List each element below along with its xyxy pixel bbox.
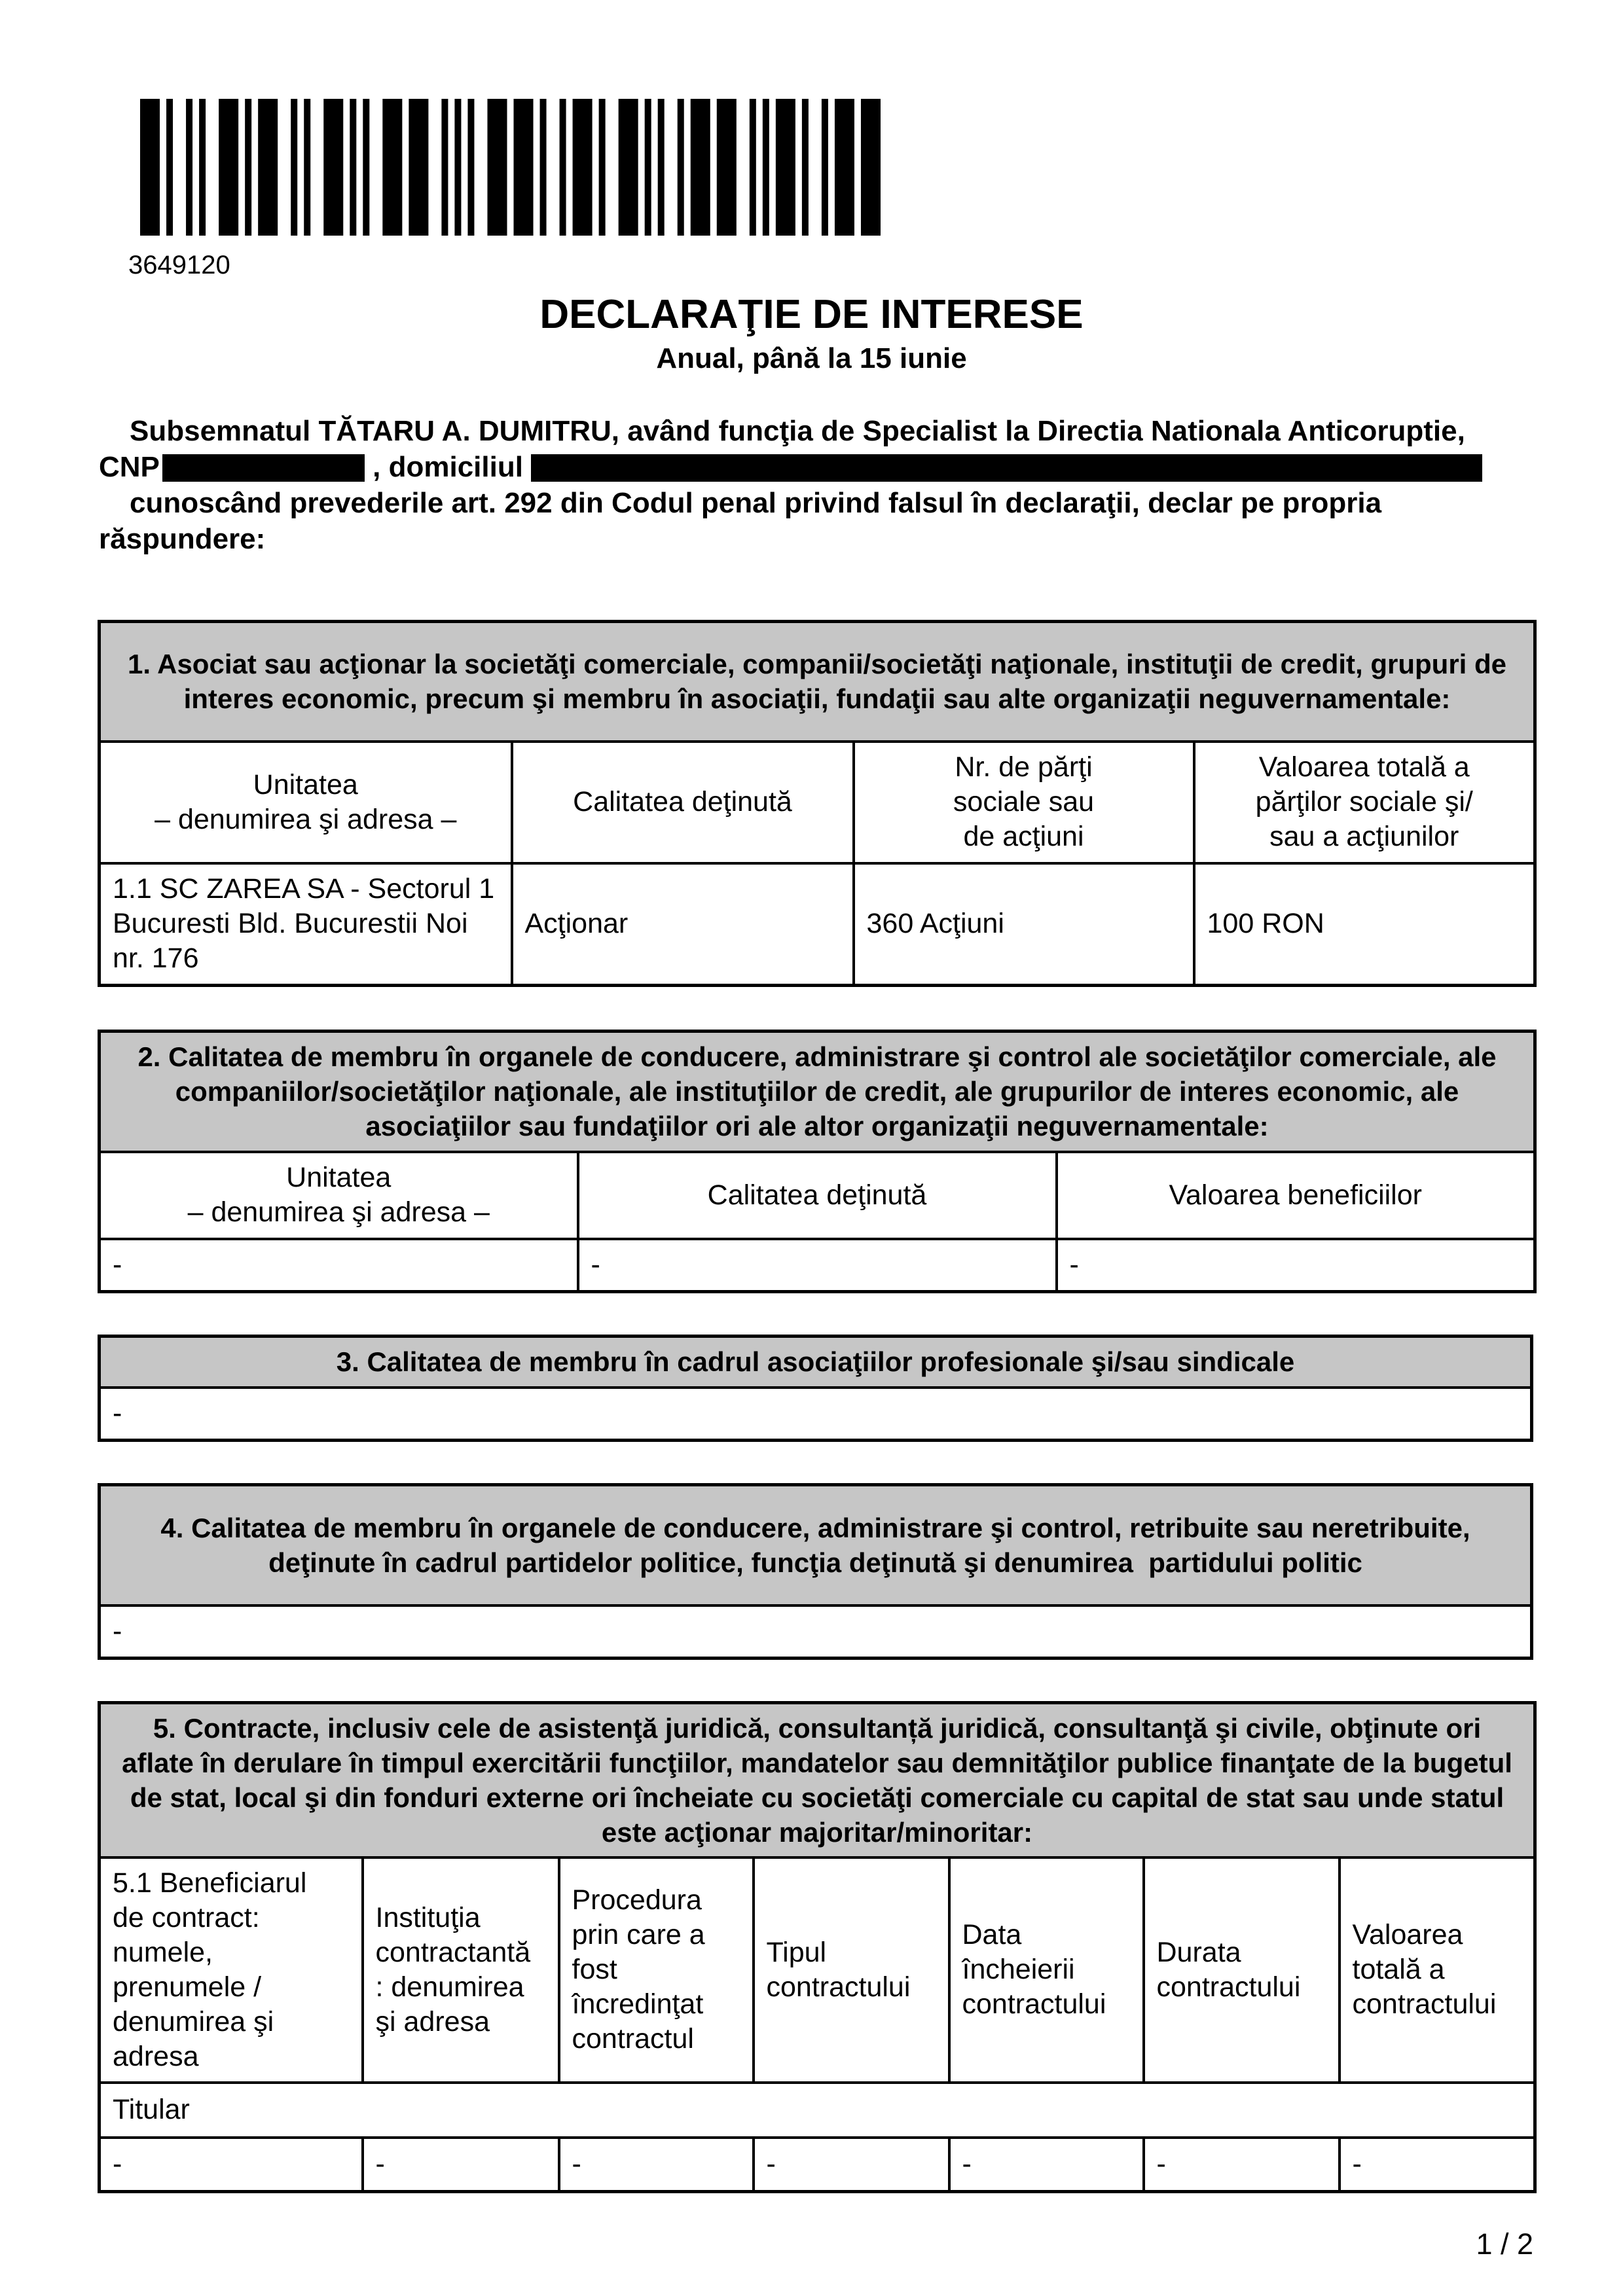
column-header-line: Unitatea <box>286 1162 392 1193</box>
column-header-contract-type <box>754 1857 949 2083</box>
declarant-statement <box>99 413 1522 557</box>
section-5-heading: 5. Contracte, inclusiv cele de asistenţă juridică, consultanță juridică, consultanţă şi civile, obţinute ori aflate în derulare în timpul exercitării funcţiilor, mandatelor sau demnităţilor publice finanţate de la bugetul de stat, local şi din fonduri externe ori încheiate cu societăţi comerciale cu capital de stat sau unde statul este acţionar majoritar/minoritar: <box>100 1703 1535 1857</box>
column-header-contracting-institution <box>363 1857 559 2083</box>
section-3-table <box>98 1335 1533 1442</box>
barcode-bar <box>861 99 881 236</box>
redacted-cnp <box>162 454 365 482</box>
barcode-bar <box>658 99 665 236</box>
cell-contract-value: - <box>1340 2138 1535 2192</box>
barcode-bar <box>467 99 474 236</box>
column-header-line: Valoarea beneficiilor <box>1169 1179 1422 1211</box>
barcode-bar <box>186 99 192 236</box>
section-1-heading: 1. Asociat sau acţionar la societăţi comerciale, companii/societăţi naţionale, instituţii de credit, grupuri de interes economic, precum şi membru în asociaţii, fundaţii sau alte organizaţii neguvernamentale: <box>100 622 1535 742</box>
cell-contract-duration: - <box>1144 2138 1340 2192</box>
barcode-bar <box>540 99 547 236</box>
cell-unit: 1.1 SC ZAREA SA - Sectorul 1 Bucuresti Bld. Bucurestii Noi nr. 176 <box>100 863 512 986</box>
column-header-line: Instituţia <box>375 1901 481 1933</box>
column-header-line: părţilor sociale şi/ <box>1255 786 1473 817</box>
barcode-bar <box>678 99 684 236</box>
table-row <box>100 863 1535 986</box>
cell-procedure: - <box>559 2138 754 2192</box>
column-header-beneficiary <box>100 1857 363 2083</box>
barcode-bar <box>835 99 854 236</box>
column-header-line: – denumirea şi adresa – <box>155 803 457 835</box>
barcode-number: 3649120 <box>128 251 230 279</box>
section-4-table <box>98 1483 1533 1660</box>
cell-contract-date: - <box>949 2138 1144 2192</box>
column-header-line: încredinţat <box>572 1988 704 2020</box>
column-header-role <box>512 742 854 863</box>
barcode-bar <box>409 99 428 236</box>
barcode <box>140 99 881 236</box>
column-header-line: contractului <box>1156 1971 1301 2003</box>
column-header-procedure <box>559 1857 754 2083</box>
column-header-line: denumirea şi <box>113 2005 274 2037</box>
cell-role: - <box>578 1239 1057 1292</box>
cell-value: - <box>100 1605 1532 1659</box>
section-1-column-headers <box>100 742 1535 863</box>
barcode-bar <box>619 99 638 236</box>
cell-total-value: 100 RON <box>1194 863 1535 986</box>
column-header-unit <box>100 742 512 863</box>
column-header-line: de contract: <box>113 1901 260 1933</box>
cell-unit: - <box>100 1239 578 1292</box>
column-header-line: 5.1 Beneficiarul <box>113 1867 307 1899</box>
barcode-bar <box>645 99 651 236</box>
barcode-bar <box>599 99 606 236</box>
section-3-heading-row <box>100 1336 1532 1388</box>
redacted-domiciliu <box>531 454 1482 482</box>
barcode-bar <box>802 99 809 236</box>
barcode-bar <box>750 99 756 236</box>
column-header-line: Calitatea deţinută <box>707 1179 927 1211</box>
barcode-bar <box>291 99 297 236</box>
barcode-bar <box>363 99 369 236</box>
section-1-table <box>98 620 1537 987</box>
barcode-bar <box>166 99 173 236</box>
barcode-bar <box>219 99 238 236</box>
group-row <box>100 2083 1535 2138</box>
cell-contracting-institution: - <box>363 2138 559 2192</box>
cell-role: Acţionar <box>512 863 854 986</box>
column-header-line: contractul <box>572 2023 694 2054</box>
barcode-bar <box>560 99 566 236</box>
barcode-bar <box>441 99 448 236</box>
column-header-line: sociale sau <box>953 786 1095 817</box>
barcode-bar <box>304 99 310 236</box>
cell-contract-type: - <box>754 2138 949 2192</box>
column-header-unit <box>100 1152 578 1239</box>
barcode-bar <box>717 99 737 236</box>
document-subtitle: Anual, până la 15 iunie <box>656 342 967 374</box>
section-2-heading: 2. Calitatea de membru în organele de conducere, administrare şi control ale societăţilor comerciale, ale companiilor/societăţilor naţionale, ale instituţiilor de credit, ale grupurilor de interes economic, ale asociaţiilor sau fundaţiilor ori ale altor organizaţii neguvernamentale: <box>100 1031 1535 1152</box>
section-1-heading-row <box>100 622 1535 742</box>
barcode-bar <box>487 99 507 236</box>
column-header-line: totală a <box>1352 1954 1445 1985</box>
column-header-line: contractantă <box>375 1936 531 1968</box>
cell-benefits-value: - <box>1057 1239 1535 1292</box>
column-header-line: numele, <box>113 1936 213 1968</box>
column-header-benefits-value <box>1057 1152 1535 1239</box>
column-header-line: Nr. de părţi <box>955 751 1093 783</box>
declaration-statement: cunoscând prevederile art. 292 din Codul penal privind falsul în declaraţii, declar pe propria răspundere: <box>99 487 1382 555</box>
section-2-column-headers <box>100 1152 1535 1239</box>
column-header-line: Unitatea <box>253 768 358 800</box>
barcode-bar <box>258 99 278 236</box>
column-header-line: Calitatea deţinută <box>573 786 792 817</box>
barcode-bar <box>822 99 828 236</box>
section-5-table <box>98 1701 1537 2193</box>
barcode-bar <box>573 99 593 236</box>
column-header-line: contractului <box>766 1971 911 2003</box>
barcode-bar <box>691 99 710 236</box>
table-row <box>100 1605 1532 1659</box>
column-header-role <box>578 1152 1057 1239</box>
column-header-line: încheierii <box>962 1954 1075 1985</box>
section-4-heading: 4. Calitatea de membru în organele de conducere, administrare şi control, retribuite sau neretribuite, deţinute în cadrul partidelor politice, funcţia deţinută şi denumirea partidului politic <box>100 1485 1532 1605</box>
cell-value: - <box>100 1388 1532 1441</box>
document-title: DECLARAŢIE DE INTERESE <box>539 292 1084 337</box>
barcode-bar <box>323 99 343 236</box>
cell-shares-count: 360 Acţiuni <box>854 863 1194 986</box>
column-header-line: sau a acţiunilor <box>1269 821 1459 852</box>
column-header-line: Durata <box>1156 1936 1241 1968</box>
table-row <box>100 2138 1535 2192</box>
barcode-bar <box>140 99 160 236</box>
column-header-line: Tipul <box>766 1936 827 1968</box>
column-header-line: fost <box>572 1954 617 1985</box>
column-header-shares-count <box>854 742 1194 863</box>
section-2-table <box>98 1030 1537 1293</box>
barcode-bar <box>514 99 534 236</box>
cnp-label: CNP <box>99 451 160 483</box>
column-header-line: adresa <box>113 2040 199 2072</box>
table-row <box>100 1239 1535 1292</box>
section-4-heading-row <box>100 1485 1532 1605</box>
column-header-line: şi adresa <box>375 2005 490 2037</box>
column-header-line: Valoarea totală a <box>1258 751 1470 783</box>
column-header-line: prenumele / <box>113 1971 262 2003</box>
identity-line <box>99 449 1522 485</box>
group-label-titular: Titular <box>100 2083 1535 2138</box>
section-2-heading-row <box>100 1031 1535 1152</box>
page-number: 1 / 2 <box>1476 2227 1533 2261</box>
column-header-line: contractului <box>1352 1988 1497 2020</box>
column-header-line: : denumirea <box>375 1971 524 2003</box>
column-header-line: de acţiuni <box>963 821 1084 852</box>
column-header-line: Procedura <box>572 1884 702 1916</box>
column-header-line: – denumirea şi adresa – <box>187 1196 490 1228</box>
barcode-bar <box>454 99 461 236</box>
column-header-contract-value <box>1340 1857 1535 2083</box>
barcode-bar <box>199 99 206 236</box>
declarant-identity: Subsemnatul TĂTARU A. DUMITRU, având funcţia de Specialist la Directia Nationala Anticoruptie, <box>130 415 1465 447</box>
barcode-bar <box>763 99 769 236</box>
column-header-line: contractului <box>962 1988 1106 2020</box>
cell-beneficiary: - <box>100 2138 363 2192</box>
column-header-contract-duration <box>1144 1857 1340 2083</box>
section-5-heading-row <box>100 1703 1535 1857</box>
domiciliu-label: , domiciliul <box>373 451 523 483</box>
column-header-line: Data <box>962 1919 1022 1950</box>
column-header-total-value <box>1194 742 1535 863</box>
barcode-bar <box>776 99 795 236</box>
barcode-bar <box>350 99 356 236</box>
barcode-bar <box>245 99 251 236</box>
column-header-contract-date <box>949 1857 1144 2083</box>
table-row <box>100 1388 1532 1441</box>
column-header-line: Valoarea <box>1352 1919 1463 1950</box>
section-3-heading: 3. Calitatea de membru în cadrul asociaţiilor profesionale şi/sau sindicale <box>100 1336 1532 1388</box>
barcode-bar <box>382 99 402 236</box>
section-5-column-headers <box>100 1857 1535 2083</box>
column-header-line: prin care a <box>572 1919 705 1950</box>
